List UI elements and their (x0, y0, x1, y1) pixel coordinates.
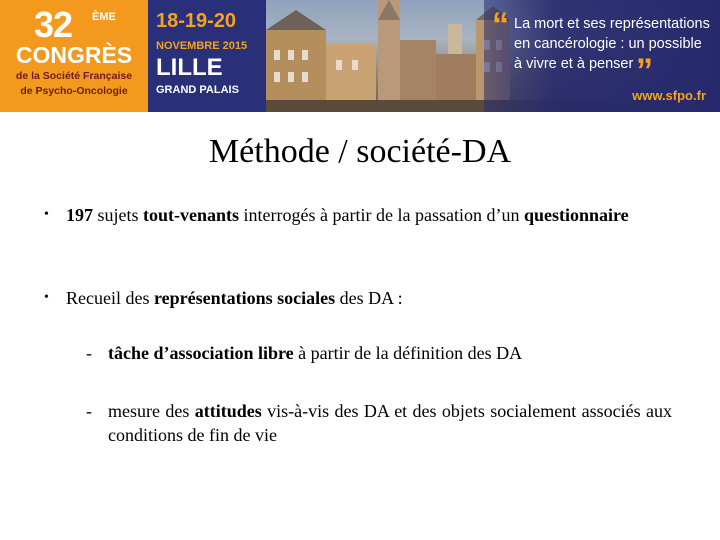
event-city: LILLE (156, 54, 223, 81)
sub-item-attitudes (86, 399, 672, 447)
social-representations: représentations sociales (153, 288, 336, 308)
congress-number-suffix: ÈME (92, 11, 116, 23)
attitudes-term: attitudes (194, 401, 262, 421)
congress-number: 32 (34, 4, 73, 45)
bullet-text-part: sujets (93, 205, 144, 225)
theme-line1: La mort et ses représentations (514, 16, 710, 32)
event-venue: GRAND PALAIS (156, 84, 239, 96)
bullet-text (66, 286, 672, 310)
dash-marker: - (86, 343, 92, 363)
quote-open-icon: “ (492, 6, 509, 44)
sub-item-text-part: vis-à-vis des DA et des objets socialement associés aux conditions de fin de vie (108, 401, 672, 445)
website-url: www.sfpo.fr (632, 88, 706, 103)
theme-panel (484, 0, 720, 112)
bullet-icon: • (44, 290, 49, 305)
congress-label: CONGRÈS (15, 42, 133, 68)
theme-line3: à vivre et à penser (514, 56, 634, 72)
society-name-line1: de la Société Française (15, 70, 133, 82)
bullet-text (66, 203, 672, 227)
sub-item-text-part: mesure des (108, 401, 195, 421)
free-association-task: tâche d’association libre (108, 343, 294, 363)
participants-type: tout-venants (143, 205, 240, 225)
event-dates: 18-19-20 (156, 10, 237, 32)
theme-line2: en cancérologie : un possible (514, 36, 702, 52)
dash-marker: - (86, 401, 92, 421)
congress-logo (0, 0, 148, 112)
quote-close-icon: ” (636, 52, 653, 90)
bullet-text-part: interrogés à partir de la passation d’un (239, 205, 524, 225)
sample-size: 197 (66, 205, 93, 225)
slide-title: Méthode / société-DA (208, 133, 512, 170)
bullet-item-sample (44, 203, 672, 227)
congress-banner (0, 0, 720, 112)
bullet-item-collection (44, 286, 672, 310)
bullet-icon: • (44, 207, 49, 222)
sub-item-text (108, 399, 672, 447)
society-name-line2: de Psycho-Oncologie (20, 85, 128, 97)
bullet-text-part: des DA : (335, 288, 403, 308)
bullet-text-part: Recueil des (66, 288, 154, 308)
sub-item-association (86, 341, 672, 365)
sub-item-text-part: à partir de la définition des DA (293, 343, 523, 363)
event-info (148, 0, 266, 112)
event-month: NOVEMBRE 2015 (156, 40, 248, 52)
sub-item-text (108, 341, 672, 365)
method-questionnaire: questionnaire (523, 205, 629, 225)
